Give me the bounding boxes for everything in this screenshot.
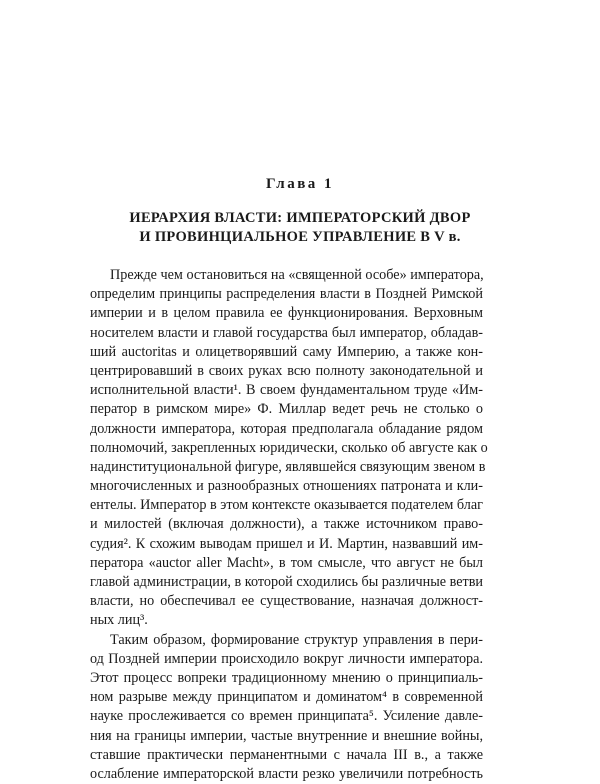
- chapter-title-line: ИЕРАРХИЯ ВЛАСТИ: ИМПЕРАТОРСКИЙ ДВОР: [129, 210, 471, 226]
- text-line: ператор в римском мире» Ф. Миллар ведет речь не столько о: [90, 401, 483, 418]
- text-line: и милостей (включая должности), а также источником право-: [90, 516, 483, 533]
- text-line: ных лиц³.: [90, 612, 148, 629]
- text-line: империи и в целом правила ее функционирования. Верховным: [90, 305, 483, 322]
- text-line: судия². К схожим выводам пришел и И. Мартин, назвавший им-: [90, 535, 483, 552]
- text-line: Таким образом, формирование структур управления в пери-: [110, 631, 483, 648]
- chapter-label: Глава 1: [265, 176, 335, 192]
- text-line: Этот процесс вопреки традиционному мнению о принципиаль-: [90, 669, 483, 686]
- text-line: Прежде чем остановиться на «священной особе» императора,: [110, 267, 484, 283]
- text-line: ния на границы империи, частые внутренние и внешние войны,: [90, 727, 483, 744]
- body-text: [90, 266, 488, 784]
- text-line: ставшие практически перманентными с начала III в., а также: [90, 746, 483, 763]
- text-line: ший auctoritas и олицетворявший саму Империю, а также кон-: [90, 343, 483, 360]
- text-line: главой администрации, в которой сходились бы различные ветви: [90, 574, 483, 590]
- text-line: полномочий, закрепленных юридически, сколько об августе как о: [90, 439, 488, 456]
- text-line: ном разрыве между принципатом и доминатом⁴ в современной: [90, 689, 483, 706]
- text-line: ослабление императорской власти резко увеличили потребность: [90, 765, 483, 782]
- chapter-title-line: И ПРОВИНЦИАЛЬНОЕ УПРАВЛЕНИЕ В V в.: [139, 229, 461, 245]
- text-line: определим принципы распределения власти в Поздней Римской: [90, 286, 483, 303]
- text-line: исполнительной власти¹. В своем фундаментальном труде «Им-: [90, 382, 483, 399]
- text-line: ператора «auctor aller Macht», в том смысле, что август не был: [90, 554, 483, 571]
- text-line: науке прослеживается со времен принципата⁵. Усиление давле-: [90, 708, 483, 725]
- text-line: многочисленных и разнообразных отношениях патроната и кли-: [90, 478, 483, 495]
- text-line: должности императора, которая предполагала обладание рядом: [90, 420, 483, 437]
- text-line: центрировавший в своих руках всю полноту законодательной и: [90, 362, 483, 379]
- chapter-title: [96, 209, 504, 247]
- text-line: надинституциональной фигуре, являвшейся связующим звеном в: [90, 458, 486, 475]
- text-line: власти, но обеспечивал ее существование, назначая должност-: [90, 593, 483, 610]
- text-line: од Поздней империи происходило вокруг личности императора.: [90, 650, 483, 667]
- text-line: ентелы. Император в этом контексте оказывается подателем благ: [90, 497, 483, 514]
- text-line: носителем власти и главой государства был император, обладав-: [90, 324, 483, 341]
